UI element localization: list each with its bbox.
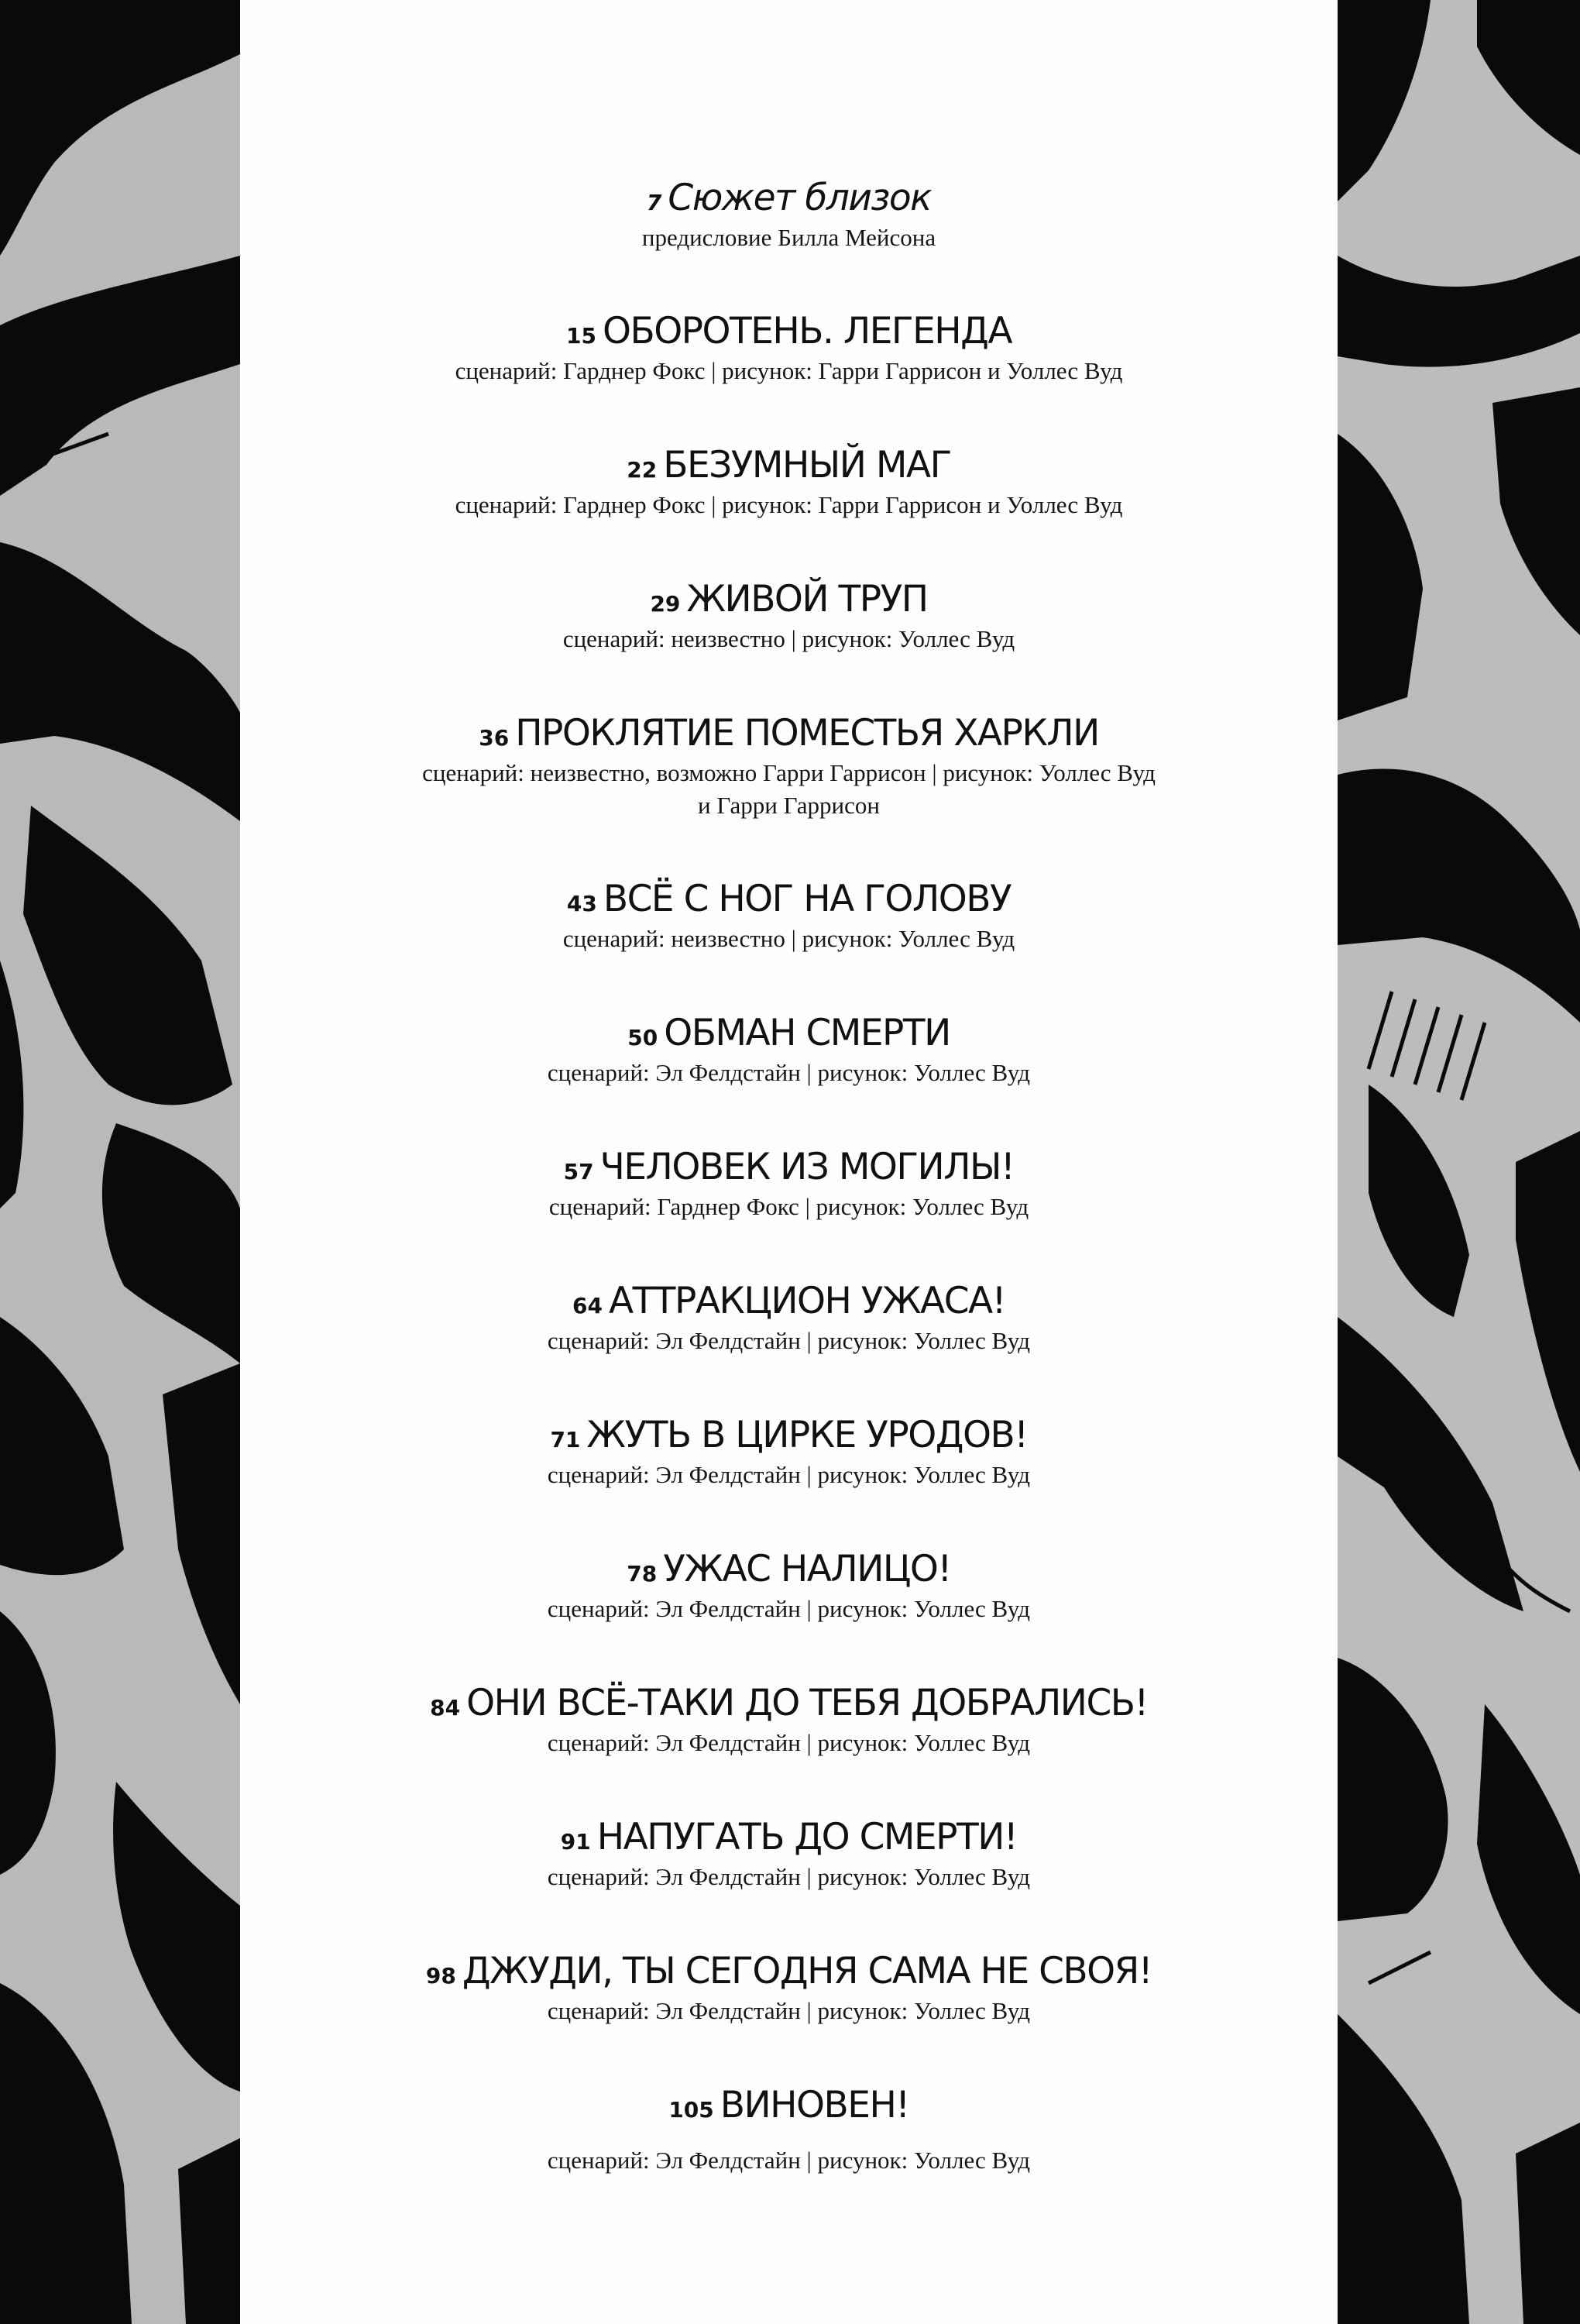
- toc-credit: сценарий: Эл Фелдстайн | рисунок: Уоллес Вуд: [547, 1728, 1031, 1756]
- toc-title: ЖУТЬ В ЦИРКЕ УРОДОВ!: [586, 1414, 1028, 1456]
- toc-title-line: [240, 713, 1338, 754]
- toc-entry: [240, 1147, 1338, 1225]
- toc-page-number: 43: [566, 891, 597, 916]
- toc-entry: [240, 1817, 1338, 1895]
- toc-page-number: 105: [668, 2097, 714, 2123]
- toc-page-number: 98: [425, 1963, 456, 1989]
- toc-credit: сценарий: Эл Фелдстайн | рисунок: Уоллес Вуд: [547, 1594, 1031, 1622]
- toc-title-line: [240, 1817, 1338, 1858]
- toc-page-number: 50: [627, 1025, 658, 1050]
- toc-title-line: [240, 1549, 1338, 1590]
- toc-entry: [240, 879, 1338, 957]
- toc-entry: [240, 1951, 1338, 2029]
- toc-title-line: [240, 579, 1338, 620]
- comic-art-right-panel: [1338, 0, 1580, 2324]
- toc-title: НАПУГАТЬ ДО СМЕРТИ!: [596, 1816, 1018, 1858]
- toc-page-number: 64: [572, 1293, 603, 1318]
- toc-title-line: [240, 1415, 1338, 1456]
- toc-title: ОБОРОТЕНЬ. ЛЕГЕНДА: [602, 310, 1012, 352]
- toc-entry: [240, 1013, 1338, 1091]
- toc-entry: [240, 713, 1338, 824]
- toc-page-number: 29: [650, 591, 681, 617]
- toc-title: ДЖУДИ, ТЫ СЕГОДНЯ САМА НЕ СВОЯ!: [462, 1950, 1152, 1992]
- toc-entry: [240, 1281, 1338, 1359]
- toc-entry-foreword: [240, 178, 1338, 256]
- toc-page-number: 22: [627, 457, 658, 483]
- toc-entry: [240, 445, 1338, 523]
- toc-title-line: [240, 1683, 1338, 1724]
- toc-page-number: 91: [560, 1829, 591, 1855]
- toc-title: ПРОКЛЯТИЕ ПОМЕСТЬЯ ХАРКЛИ: [515, 712, 1099, 755]
- toc-title: ЖИВОЙ ТРУП: [686, 578, 928, 621]
- comic-art-left-panel: [0, 0, 240, 2324]
- toc-entry: [240, 1415, 1338, 1493]
- toc-title: УЖАС НАЛИЦО!: [663, 1548, 951, 1590]
- toc-entry: [240, 2085, 1338, 2178]
- toc-credit: сценарий: неизвестно | рисунок: Уоллес Вуд: [562, 624, 1015, 652]
- toc-entry: [240, 1683, 1338, 1761]
- toc-title: БЕЗУМНЫЙ МАГ: [663, 444, 951, 486]
- toc-credit: сценарий: Эл Фелдстайн | рисунок: Уоллес Вуд: [547, 2146, 1031, 2174]
- toc-title-line: [240, 445, 1338, 486]
- toc-title-line: [240, 879, 1338, 920]
- toc-credit: сценарий: Гарднер Фокс | рисунок: Уоллес Вуд: [548, 1192, 1029, 1220]
- toc-title: ВСЁ С НОГ НА ГОЛОВУ: [603, 878, 1012, 920]
- toc-title: ВИНОВЕН!: [720, 2084, 909, 2126]
- toc-title-line: [240, 1147, 1338, 1188]
- toc-credit: сценарий: неизвестно, возможно Гарри Гаррисон | рисунок: Уоллес Вуд: [422, 758, 1156, 786]
- toc-entry: [240, 579, 1338, 657]
- toc-page-number: 78: [627, 1561, 658, 1587]
- toc-credit: сценарий: Эл Фелдстайн | рисунок: Уоллес Вуд: [547, 1058, 1031, 1086]
- toc-page-number: 7: [646, 190, 662, 215]
- toc-entry: [240, 1549, 1338, 1627]
- toc-title-line: [240, 1013, 1338, 1054]
- toc-credit: сценарий: Гарднер Фокс | рисунок: Гарри Гаррисон и Уоллес Вуд: [455, 356, 1123, 384]
- toc-credit: сценарий: Гарднер Фокс | рисунок: Гарри Гаррисон и Уоллес Вуд: [455, 490, 1123, 518]
- toc-page-number: 36: [479, 725, 510, 751]
- toc-title: АТТРАКЦИОН УЖАСА!: [608, 1280, 1006, 1322]
- toc-page-number: 71: [550, 1427, 581, 1452]
- toc-credit-continuation: и Гарри Гаррисон: [698, 792, 880, 820]
- toc-credit: сценарий: Эл Фелдстайн | рисунок: Уоллес Вуд: [547, 1996, 1031, 2024]
- toc-credit: сценарий: Эл Фелдстайн | рисунок: Уоллес Вуд: [547, 1460, 1031, 1488]
- toc-title: ЧЕЛОВЕК ИЗ МОГИЛЫ!: [599, 1146, 1015, 1188]
- toc-title-line: [240, 2085, 1338, 2126]
- toc-page-number: 84: [430, 1695, 461, 1721]
- toc-title-line: [240, 1281, 1338, 1322]
- toc-subtitle: предисловие Билла Мейсона: [641, 223, 936, 251]
- toc-page-number: 57: [563, 1159, 594, 1184]
- toc-entry: [240, 311, 1338, 389]
- toc-title-line: [240, 178, 1338, 218]
- toc-page-number: 15: [565, 323, 596, 349]
- toc-credit: сценарий: Эл Фелдстайн | рисунок: Уоллес Вуд: [547, 1326, 1031, 1354]
- toc-title-line: [240, 1951, 1338, 1992]
- toc-credit: сценарий: Эл Фелдстайн | рисунок: Уоллес Вуд: [547, 1862, 1031, 1890]
- toc-title: ОНИ ВСЁ-ТАКИ ДО ТЕБЯ ДОБРАЛИСЬ!: [466, 1682, 1148, 1724]
- toc-title: ОБМАН СМЕРТИ: [664, 1012, 950, 1054]
- toc-title-line: [240, 311, 1338, 352]
- comic-art-right-illustration: [1338, 0, 1580, 2324]
- toc-title: Сюжет близок: [668, 177, 932, 219]
- toc-credit: сценарий: неизвестно | рисунок: Уоллес Вуд: [562, 924, 1015, 952]
- comic-art-left-illustration: [0, 0, 240, 2324]
